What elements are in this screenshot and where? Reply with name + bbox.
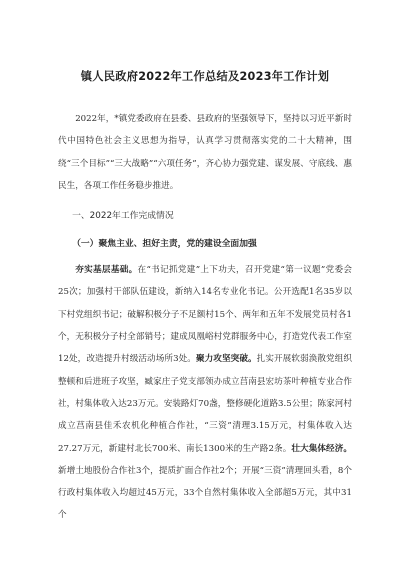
section-heading-2022-completion: 一、2022年工作完成情况	[72, 211, 174, 222]
subsection-heading-party-building: （一）聚焦主业、担好主责，党的建设全面加强	[72, 239, 257, 250]
document-title: 镇人民政府2022年工作总结及2023年工作计划	[80, 70, 330, 83]
lead-phrase-breakthrough: 聚力攻坚突破。	[195, 354, 257, 365]
breakthrough-text: 扎实开展软弱涣散党组织整顿和后进班子攻坚，臧家庄子党支部领办成立莒南县宏坊茶叶种植专业合作社，村集体收入达23万元。安装路灯70盏，整修硬化道路3.5公里；陈家河村成立莒南县佳禾农机化种植合作社，“三资”清理3.15万元，村集体收入达27.27万元，新建村北长700米、南长1300米的生产路2条。	[58, 354, 352, 454]
foundation-text: 在“书记抓党建”上下功夫，召开党建“第一议题”党委会25次；加强村干部队伍建设，新纳入14名专业化书记。公开选配1名35岁以下村党组织书记；破解积极分子不足额村15个、两年和五年不发展党员村各1个，无积极分子村全部销号；建成凤凰峪村党群服务中心，打造党代表工作室12处，改造提升村级活动场所3处。	[58, 265, 352, 365]
party-building-paragraph	[58, 259, 352, 527]
intro-paragraph: 2022年，*镇党委政府在县委、县政府的坚强领导下，坚持以习近平新时代中国特色社会主义思想为指导，认真学习贯彻落实党的二十大精神，围绕“三个目标”“三大战略”“六项任务”，齐心协力强党建、谋发展、守底线、惠民生，各项工作任务稳步推进。	[58, 114, 352, 191]
collective-economy-text: 新增土地股份合作社3个，提质扩面合作社2个；开展“三资”清理回头看，8个行政村集体收入均超过45万元，33个自然村集体收入全部超5万元，其中31个	[58, 465, 352, 521]
lead-phrase-collective-economy: 壮大集体经济。	[291, 443, 352, 454]
lead-phrase-foundation: 夯实基层基础。	[75, 265, 138, 276]
